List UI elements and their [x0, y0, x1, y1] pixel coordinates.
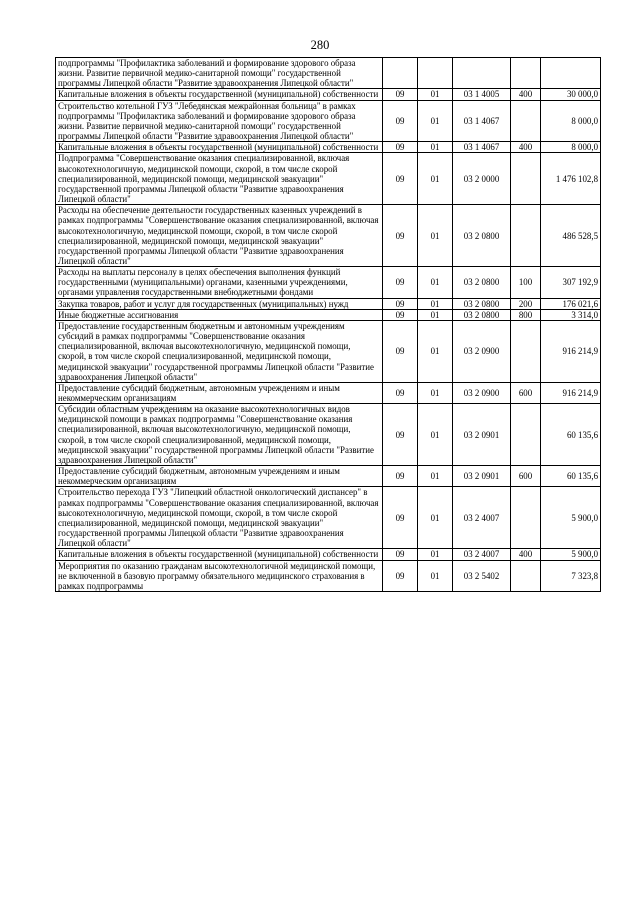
target-article-cell: 03 2 4007 — [453, 549, 511, 560]
amount-cell: 916 214,9 — [541, 320, 601, 382]
section-code-cell: 09 — [383, 466, 418, 487]
target-article-cell: 03 2 0000 — [453, 153, 511, 205]
section-code-cell: 09 — [383, 320, 418, 382]
expense-kind-cell — [511, 100, 541, 142]
amount-cell: 916 214,9 — [541, 382, 601, 403]
subsection-code-cell: 01 — [418, 205, 453, 267]
amount-cell: 7 323,8 — [541, 560, 601, 591]
amount-cell: 176 021,6 — [541, 298, 601, 309]
item-name-cell: Строительство котельной ГУЗ "Лебедянская межрайонная больница" в рамках подпрограммы "Профилактика заболеваний и формирование здорового образа жизни. Развитие первичной медико-санитарной помощи" государственной программы Липецкой области "Развитие здравоохранения Липецкой области" — [56, 100, 383, 142]
table-row — [56, 100, 601, 142]
item-name-cell: Капитальные вложения в объекты государственной (муниципальной) собственности — [56, 549, 383, 560]
table-row — [56, 205, 601, 267]
subsection-code-cell: 01 — [418, 100, 453, 142]
target-article-cell: 03 1 4067 — [453, 100, 511, 142]
section-code-cell: 09 — [383, 89, 418, 100]
item-name-cell: Мероприятия по оказанию гражданам высокотехнологичной медицинской помощи, не включенной в базовую программу обязательного медицинского страхования в рамках подпрограммы — [56, 560, 383, 591]
item-name-cell: Закупка товаров, работ и услуг для государственных (муниципальных) нужд — [56, 298, 383, 309]
item-name-cell: Субсидии областным учреждениям на оказание высокотехнологичных видов медицинской помощи в рамках подпрограммы "Совершенствование оказания специализированной, включая высокотехнологичную, медицинской помощи, скорой, в том числе скорой специализированной, медицинской помощи, медицинской эвакуации" государственной программы Липецкой области "Развитие здравоохранения Липецкой области" — [56, 404, 383, 466]
section-code-cell: 09 — [383, 142, 418, 153]
target-article-cell: 03 2 0800 — [453, 205, 511, 267]
expense-kind-cell: 100 — [511, 267, 541, 298]
item-name-cell: Предоставление субсидий бюджетным, автономным учреждениям и иным некоммерческим организациям — [56, 382, 383, 403]
amount-cell: 8 000,0 — [541, 100, 601, 142]
target-article-cell: 03 1 4067 — [453, 142, 511, 153]
expense-kind-cell: 600 — [511, 466, 541, 487]
subsection-code-cell: 01 — [418, 153, 453, 205]
target-article-cell — [453, 58, 511, 89]
section-code-cell: 09 — [383, 487, 418, 549]
item-name-cell: Расходы на выплаты персоналу в целях обеспечения выполнения функций государственными (муниципальными) органами, казенными учреждениями, органами управления государственными внебюджетными фондами — [56, 267, 383, 298]
table-row — [56, 404, 601, 466]
budget-table — [55, 57, 601, 592]
target-article-cell: 03 2 5402 — [453, 560, 511, 591]
amount-cell: 486 528,5 — [541, 205, 601, 267]
table-row — [56, 298, 601, 309]
target-article-cell: 03 2 0900 — [453, 320, 511, 382]
subsection-code-cell: 01 — [418, 309, 453, 320]
section-code-cell — [383, 58, 418, 89]
expense-kind-cell — [511, 320, 541, 382]
subsection-code-cell — [418, 58, 453, 89]
table-row — [56, 142, 601, 153]
subsection-code-cell: 01 — [418, 549, 453, 560]
subsection-code-cell: 01 — [418, 142, 453, 153]
expense-kind-cell: 600 — [511, 382, 541, 403]
target-article-cell: 03 2 0800 — [453, 309, 511, 320]
amount-cell: 5 900,0 — [541, 549, 601, 560]
target-article-cell: 03 2 0901 — [453, 404, 511, 466]
item-name-cell: Подпрограмма "Совершенствование оказания специализированной, включая высокотехнологичную, медицинской помощи, скорой, в том числе скорой специализированной, медицинской помощи, медицинской эвакуации" государственной программы Липецкой области "Развитие здравоохранения Липецкой области" — [56, 153, 383, 205]
section-code-cell: 09 — [383, 309, 418, 320]
table-row — [56, 320, 601, 382]
subsection-code-cell: 01 — [418, 487, 453, 549]
table-row — [56, 58, 601, 89]
budget-table-body — [56, 58, 601, 592]
table-row — [56, 549, 601, 560]
item-name-cell: Строительство перехода ГУЗ "Липецкий областной онкологический диспансер" в рамках подпрограммы "Совершенствование оказания специализированной, включая высокотехнологичную, медицинской помощи, скорой, в том числе скорой специализированной, медицинской помощи, медицинской эвакуации" государственной программы Липецкой области "Развитие здравоохранения Липецкой области" — [56, 487, 383, 549]
table-row — [56, 89, 601, 100]
expense-kind-cell — [511, 560, 541, 591]
section-code-cell: 09 — [383, 205, 418, 267]
table-row — [56, 466, 601, 487]
subsection-code-cell: 01 — [418, 298, 453, 309]
section-code-cell: 09 — [383, 549, 418, 560]
item-name-cell: Предоставление субсидий бюджетным, автономным учреждениям и иным некоммерческим организациям — [56, 466, 383, 487]
amount-cell: 60 135,6 — [541, 466, 601, 487]
subsection-code-cell: 01 — [418, 89, 453, 100]
target-article-cell: 03 2 0900 — [453, 382, 511, 403]
amount-cell: 8 000,0 — [541, 142, 601, 153]
expense-kind-cell: 800 — [511, 309, 541, 320]
subsection-code-cell: 01 — [418, 382, 453, 403]
item-name-cell: Капитальные вложения в объекты государственной (муниципальной) собственности — [56, 89, 383, 100]
amount-cell: 60 135,6 — [541, 404, 601, 466]
expense-kind-cell: 200 — [511, 298, 541, 309]
expense-kind-cell — [511, 487, 541, 549]
expense-kind-cell: 400 — [511, 549, 541, 560]
page-number: 280 — [310, 38, 330, 52]
amount-cell: 30 000,0 — [541, 89, 601, 100]
section-code-cell: 09 — [383, 298, 418, 309]
expense-kind-cell — [511, 404, 541, 466]
section-code-cell: 09 — [383, 560, 418, 591]
table-row — [56, 560, 601, 591]
expense-kind-cell: 400 — [511, 89, 541, 100]
table-row — [56, 382, 601, 403]
section-code-cell: 09 — [383, 404, 418, 466]
target-article-cell: 03 1 4005 — [453, 89, 511, 100]
subsection-code-cell: 01 — [418, 466, 453, 487]
item-name-cell: подпрограммы "Профилактика заболеваний и формирование здорового образа жизни. Развитие первичной медико-санитарной помощи" государственной программы Липецкой области "Развитие здравоохранения Липецкой области" — [56, 58, 383, 89]
item-name-cell: Капитальные вложения в объекты государственной (муниципальной) собственности — [56, 142, 383, 153]
amount-cell: 1 476 102,8 — [541, 153, 601, 205]
expense-kind-cell — [511, 205, 541, 267]
item-name-cell: Иные бюджетные ассигнования — [56, 309, 383, 320]
expense-kind-cell: 400 — [511, 142, 541, 153]
table-row — [56, 153, 601, 205]
section-code-cell: 09 — [383, 153, 418, 205]
target-article-cell: 03 2 0800 — [453, 267, 511, 298]
table-row — [56, 267, 601, 298]
subsection-code-cell: 01 — [418, 404, 453, 466]
target-article-cell: 03 2 0800 — [453, 298, 511, 309]
table-row — [56, 309, 601, 320]
target-article-cell: 03 2 4007 — [453, 487, 511, 549]
expense-kind-cell — [511, 153, 541, 205]
amount-cell: 307 192,9 — [541, 267, 601, 298]
target-article-cell: 03 2 0901 — [453, 466, 511, 487]
amount-cell: 3 314,0 — [541, 309, 601, 320]
section-code-cell: 09 — [383, 382, 418, 403]
expense-kind-cell — [511, 58, 541, 89]
section-code-cell: 09 — [383, 100, 418, 142]
amount-cell: 5 900,0 — [541, 487, 601, 549]
subsection-code-cell: 01 — [418, 267, 453, 298]
amount-cell — [541, 58, 601, 89]
item-name-cell: Расходы на обеспечение деятельности государственных казенных учреждений в рамках подпрограммы "Совершенствование оказания специализированной, включая высокотехнологичную, медицинской помощи, скорой, в том числе скорой специализированной, медицинской помощи, медицинской эвакуации" государственной программы Липецкой области "Развитие здравоохранения Липецкой области" — [56, 205, 383, 267]
item-name-cell: Предоставление государственным бюджетным и автономным учреждениям субсидий в рамках подпрограммы "Совершенствование оказания специализированной, включая высокотехнологичную, медицинской помощи, скорой, в том числе скорой специализированной, медицинской помощи, медицинской эвакуации" государственной программы Липецкой области "Развитие здравоохранения Липецкой области" — [56, 320, 383, 382]
subsection-code-cell: 01 — [418, 560, 453, 591]
table-row — [56, 487, 601, 549]
section-code-cell: 09 — [383, 267, 418, 298]
subsection-code-cell: 01 — [418, 320, 453, 382]
